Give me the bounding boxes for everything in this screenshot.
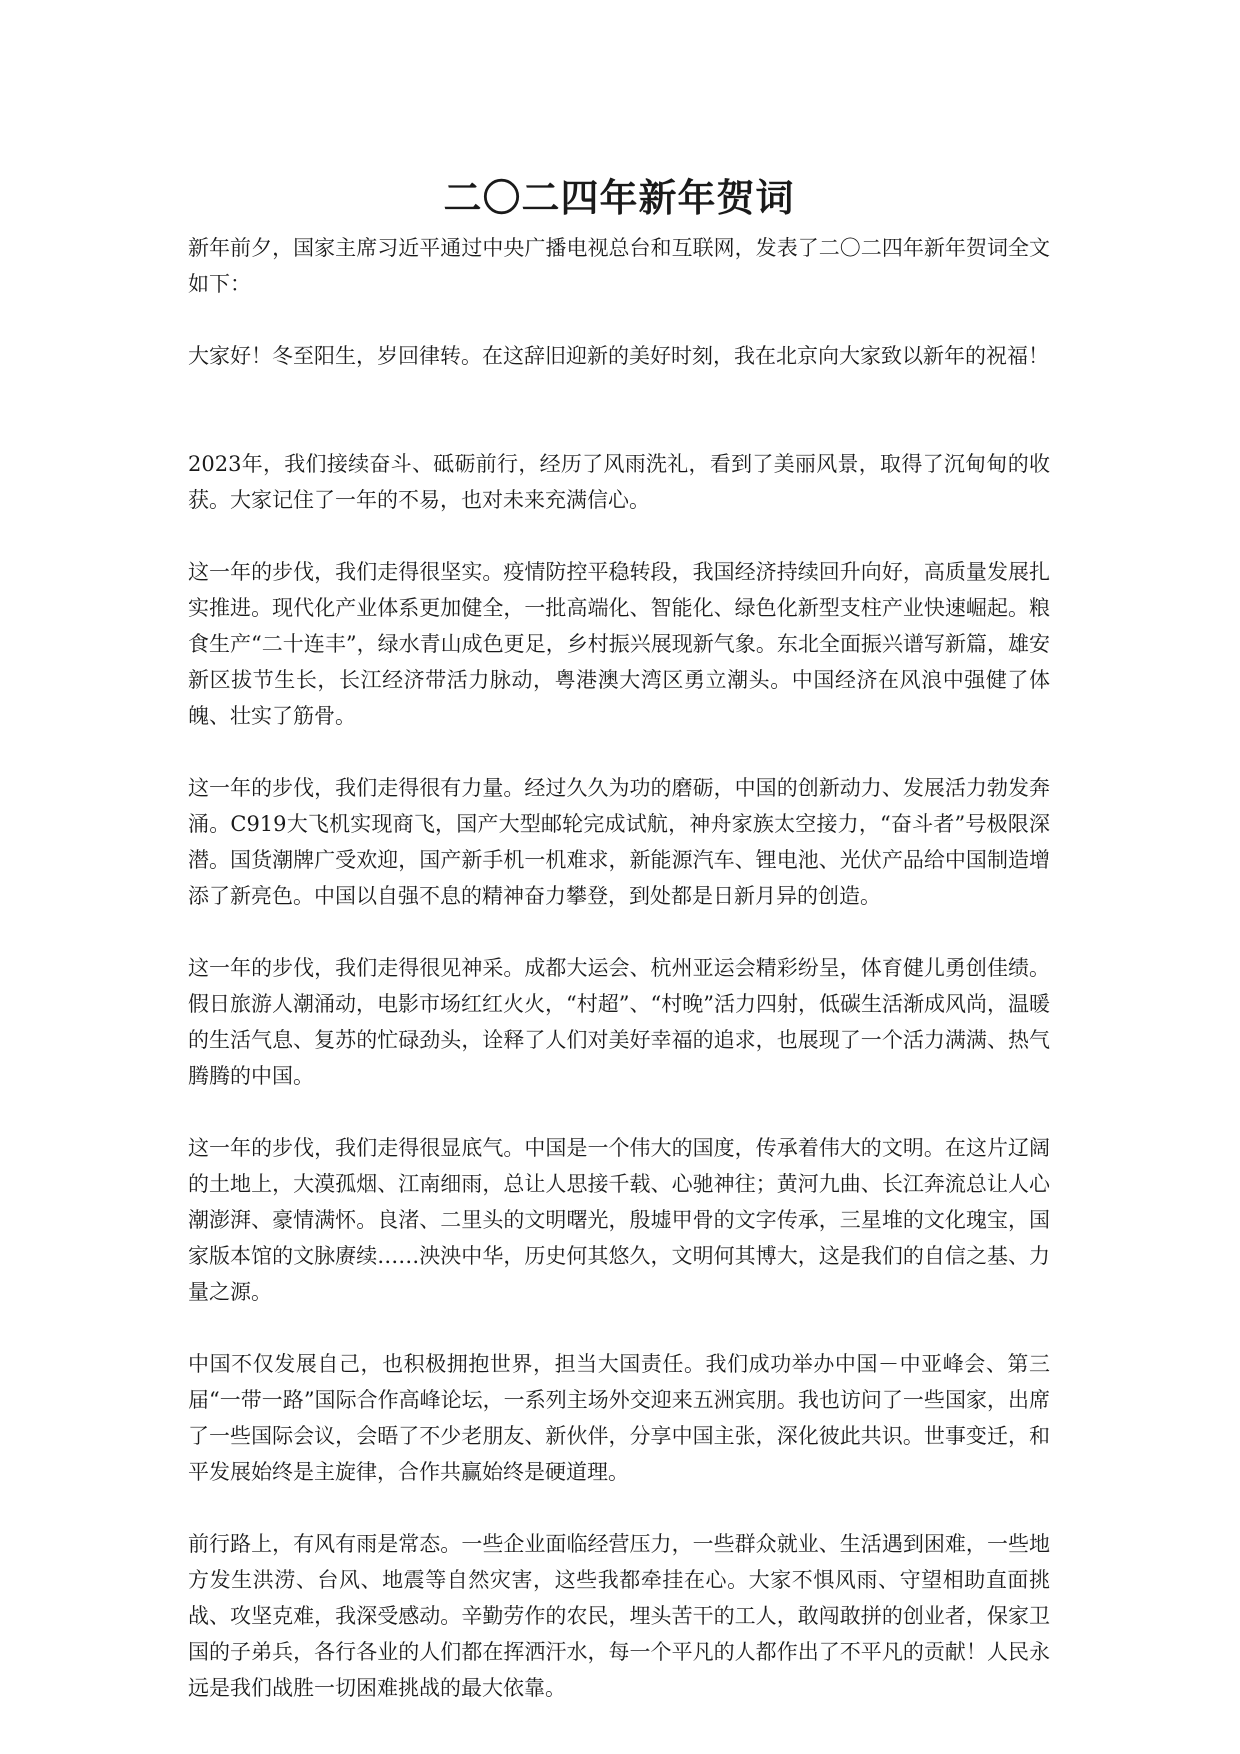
paragraph-intro: 新年前夕，国家主席习近平通过中央广播电视总台和互联网，发表了二〇二四年新年贺词全文如下：: [188, 236, 1050, 296]
paragraph-spacer: [188, 374, 1050, 446]
paragraph-spacer: [188, 1094, 1050, 1130]
paragraph-vibrant-steps: 这一年的步伐，我们走得很见神采。成都大运会、杭州亚运会精彩纷呈，体育健儿勇创佳绩。假日旅游人潮涌动，电影市场红红火火，“村超”、“村晚”活力四射，低碳生活渐成风尚，温暖的生活气息、复苏的忙碌劲头，诠释了人们对美好幸福的追求，也展现了一个活力满满、热气腾腾的中国。: [188, 956, 1050, 1088]
paragraph-greeting: 大家好！冬至阳生，岁回律转。在这辞旧迎新的美好时刻，我在北京向大家致以新年的祝福！: [188, 344, 1049, 368]
paragraph-solid-steps: 这一年的步伐，我们走得很坚实。疫情防控平稳转段，我国经济持续回升向好，高质量发展扎实推进。现代化产业体系更加健全，一批高端化、智能化、绿色化新型支柱产业快速崛起。粮食生产“二十连丰”，绿水青山成色更足，乡村振兴展现新气象。东北全面振兴谱写新篇，雄安新区拔节生长，长江经济带活力脉动，粤港澳大湾区勇立潮头。中国经济在风浪中强健了体魄、壮实了筋骨。: [188, 560, 1050, 728]
paragraph-confident-steps: 这一年的步伐，我们走得很显底气。中国是一个伟大的国度，传承着伟大的文明。在这片辽阔的土地上，大漠孤烟、江南细雨，总让人思接千载、心驰神往；黄河九曲、长江奔流总让人心潮澎湃、豪情满怀。良渚、二里头的文明曙光，殷墟甲骨的文字传承，三星堆的文化瑰宝，国家版本馆的文脉赓续……泱泱中华，历史何其悠久，文明何其博大，这是我们的自信之基、力量之源。: [188, 1136, 1050, 1304]
document-page: [188, 172, 1050, 1706]
paragraph-spacer: [188, 302, 1050, 338]
document-title: 二〇二四年新年贺词: [443, 175, 795, 220]
paragraph-spacer: [188, 518, 1050, 554]
paragraph-challenges: 前行路上，有风有雨是常态。一些企业面临经营压力，一些群众就业、生活遇到困难，一些地方发生洪涝、台风、地震等自然灾害，这些我都牵挂在心。大家不惧风雨、守望相助直面挑战、攻坚克难，我深受感动。辛勤劳作的农民，埋头苦干的工人，敢闯敢拼的创业者，保家卫国的子弟兵，各行各业的人们都在挥洒汗水，每一个平凡的人都作出了不平凡的贡献！人民永远是我们战胜一切困难挑战的最大依靠。: [188, 1532, 1050, 1700]
paragraph-spacer: [188, 1490, 1050, 1526]
paragraph-strong-steps: 这一年的步伐，我们走得很有力量。经过久久为功的磨砺，中国的创新动力、发展活力勃发奔涌。C919大飞机实现商飞，国产大型邮轮完成试航，神舟家族太空接力，“奋斗者”号极限深潜。国货潮牌广受欢迎，国产新手机一机难求，新能源汽车、锂电池、光伏产品给中国制造增添了新亮色。中国以自强不息的精神奋力攀登，到处都是日新月异的创造。: [188, 776, 1050, 908]
paragraph-spacer: [188, 914, 1050, 950]
paragraph-spacer: [188, 1310, 1050, 1346]
paragraph-spacer: [188, 734, 1050, 770]
paragraph-2023-summary: 2023年，我们接续奋斗、砥砺前行，经历了风雨洗礼，看到了美丽风景，取得了沉甸甸的收获。大家记住了一年的不易，也对未来充满信心。: [188, 452, 1050, 512]
paragraph-world: 中国不仅发展自己，也积极拥抱世界，担当大国责任。我们成功举办中国－中亚峰会、第三届“一带一路”国际合作高峰论坛，一系列主场外交迎来五洲宾朋。我也访问了一些国家，出席了一些国际会议，会晤了不少老朋友、新伙伴，分享中国主张，深化彼此共识。世事变迁，和平发展始终是主旋律，合作共赢始终是硬道理。: [188, 1352, 1050, 1484]
